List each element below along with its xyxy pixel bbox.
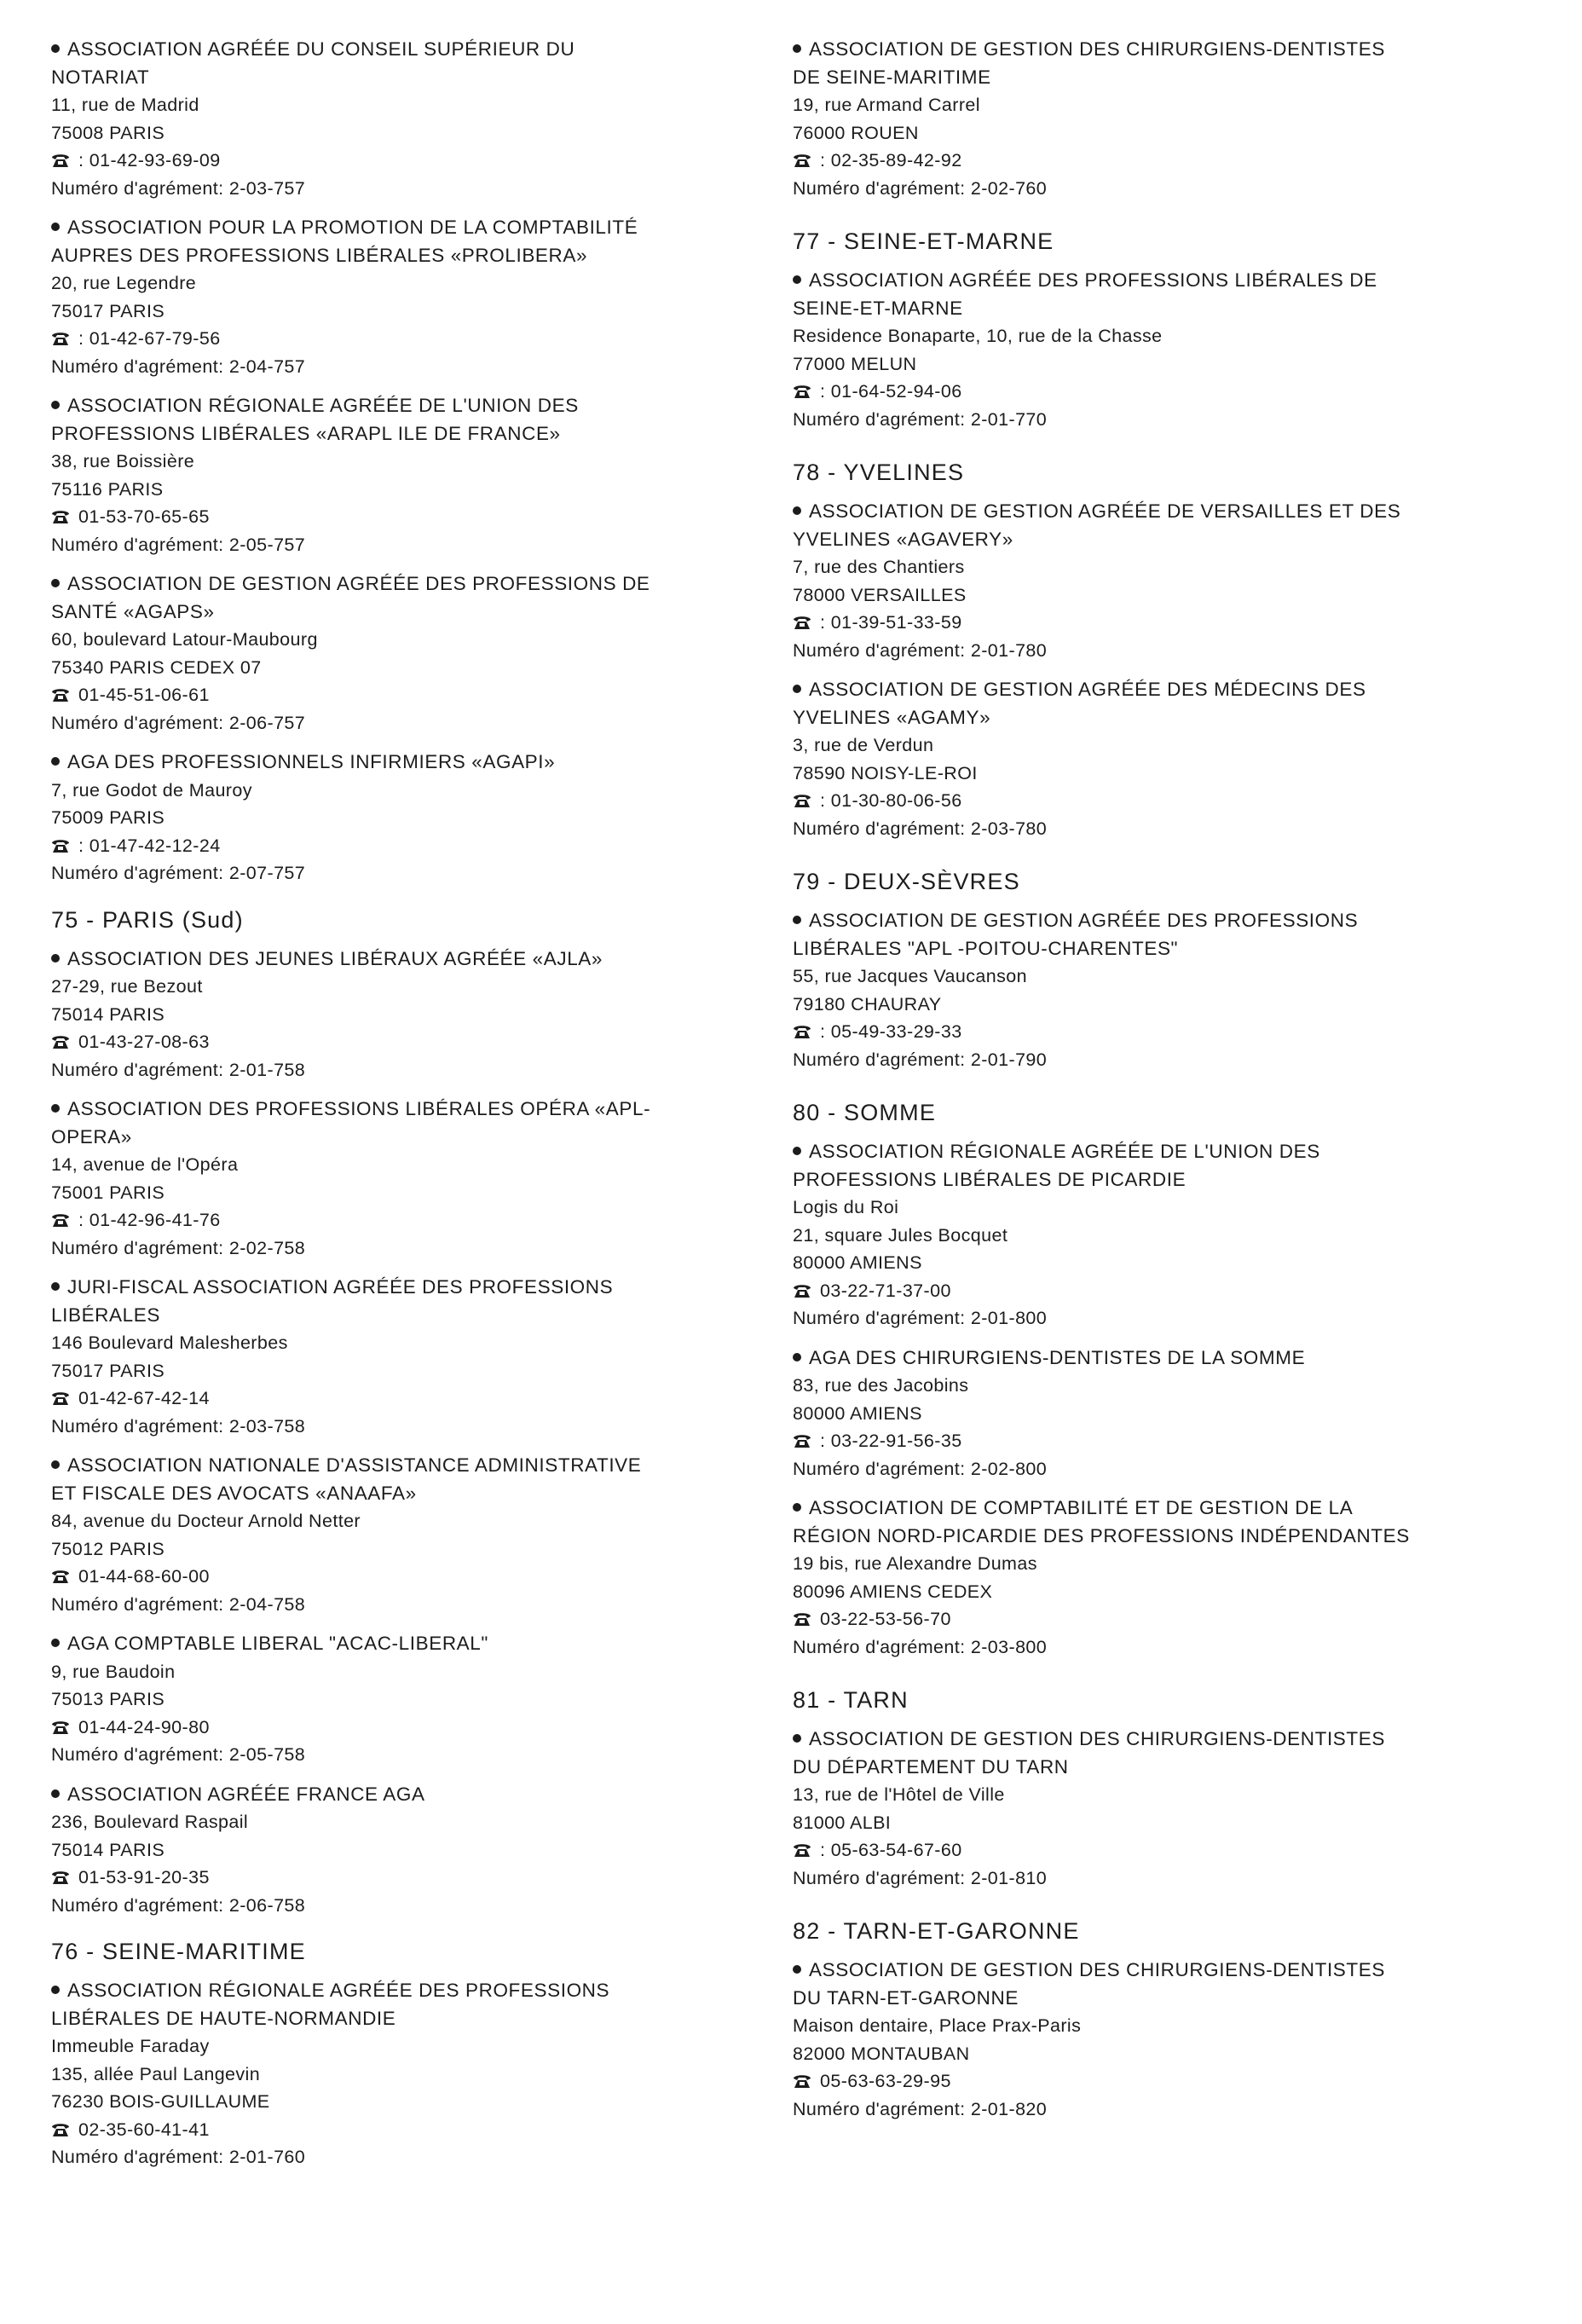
telephone-icon [51,1209,70,1226]
association-name-text: ASSOCIATION NATIONALE D'ASSISTANCE ADMINISTRATIVE [67,1454,642,1476]
association-name-line [51,1630,776,1658]
phone-line [51,1864,776,1892]
association-name-line [51,242,776,270]
address-line: 75116 PARIS [51,478,164,500]
bullet-icon [51,401,60,409]
association-name-line [51,1274,776,1302]
section-heading: 82 - TARN-ET-GARONNE [793,1918,1080,1944]
bullet-icon [793,1353,801,1361]
bullet-icon [51,1104,60,1113]
association-name-line [51,1096,776,1124]
telephone-icon [51,684,70,701]
association-name-line [793,498,1517,526]
bullet-icon [51,954,60,963]
agrement-number: Numéro d'agrément: 2-06-757 [51,712,306,733]
association-name-line [51,1302,776,1330]
telephone-icon [51,1565,70,1582]
telephone-icon [793,789,811,806]
association-name-text: DU TARN-ET-GARONNE [793,1986,1019,2009]
directory-entry [793,267,1517,433]
bullet-icon [793,1503,801,1512]
telephone-icon [51,149,70,166]
association-name-text: LIBÉRALES DE HAUTE-NORMANDIE [51,2007,396,2029]
directory-entry [51,392,776,558]
address-line: 79180 CHAURAY [793,993,942,1015]
address-line: 75017 PARIS [51,300,165,321]
address-line: 75008 PARIS [51,122,165,143]
association-name-text: ASSOCIATION DE GESTION AGRÉÉE DE VERSAILLES ET DES [809,500,1401,522]
association-name-line [793,36,1517,64]
phone-number: 01-42-67-42-14 [78,1388,210,1408]
association-name-line [793,526,1517,554]
address-line: 80096 AMIENS CEDEX [793,1581,993,1602]
address-line: 75001 PARIS [51,1182,165,1203]
phone-number: 03-22-53-56-70 [820,1609,951,1629]
address-line: 75014 PARIS [51,1003,165,1025]
agrement-number: Numéro d'agrément: 2-01-810 [793,1867,1048,1888]
association-name-text: AGA DES PROFESSIONNELS INFIRMIERS «AGAPI» [67,751,556,772]
address-line: 19, rue Armand Carrel [793,95,980,115]
association-name-line [793,267,1517,295]
association-name-text: PROFESSIONS LIBÉRALES «ARAPL ILE DE FRANCE» [51,422,561,444]
phone-line [51,1028,776,1056]
agrement-number: Numéro d'agrément: 2-01-780 [793,639,1048,661]
directory-entry [793,498,1517,664]
directory-entry [793,1957,1517,2123]
association-name-line [793,1726,1517,1754]
section-heading: 79 - DEUX-SÈVRES [793,869,1020,894]
address-line: 77000 MELUN [793,353,917,374]
bullet-icon [51,579,60,587]
association-name-line [793,1344,1517,1373]
phone-line [51,2116,776,2144]
agrement-number: Numéro d'agrément: 2-01-820 [793,2098,1048,2119]
address-line: 146 Boulevard Malesherbes [51,1333,288,1353]
association-name-text: JURI-FISCAL ASSOCIATION AGRÉÉE DES PROFESSIONS [67,1276,614,1298]
agrement-number: Numéro d'agrément: 2-01-770 [793,408,1048,430]
address-line: Maison dentaire, Place Prax-Paris [793,2015,1082,2036]
left-column [51,36,776,2183]
phone-number: 01-45-51-06-61 [78,685,210,705]
association-name-text: ASSOCIATION DE COMPTABILITÉ ET DE GESTION DE LA [809,1497,1354,1518]
phone-line [51,832,776,860]
phone-number: 03-22-71-37-00 [820,1280,951,1301]
phone-number: : 01-42-96-41-76 [78,1210,221,1230]
telephone-icon [51,1866,70,1883]
directory-entry [51,214,776,380]
association-name-text: ASSOCIATION AGRÉÉE DES PROFESSIONS LIBÉRALES DE [809,269,1377,291]
address-line: 135, allée Paul Langevin [51,2063,261,2084]
association-name-line [793,1138,1517,1166]
section-heading: 76 - SEINE-MARITIME [51,1939,306,1964]
directory-entry [793,1344,1517,1483]
address-line: 75014 PARIS [51,1839,165,1860]
phone-line [51,325,776,353]
right-column [793,36,1517,2135]
association-name-text: YVELINES «AGAMY» [793,706,991,728]
telephone-icon [51,835,70,852]
phone-line [793,2067,1517,2096]
phone-number: : 02-35-89-42-92 [820,150,962,171]
section-heading: 77 - SEINE-ET-MARNE [793,228,1054,254]
association-name-line [51,570,776,598]
association-name-text: AGA DES CHIRURGIENS-DENTISTES DE LA SOMME [809,1346,1306,1368]
agrement-number: Numéro d'agrément: 2-05-757 [51,534,306,555]
phone-line [51,681,776,709]
telephone-icon [51,1031,70,1048]
association-name-line [793,1985,1517,2013]
association-name-text: OPERA» [51,1125,132,1148]
phone-line [793,1836,1517,1864]
phone-line [793,378,1517,406]
phone-line [793,609,1517,637]
directory-entry [51,1452,776,1618]
telephone-icon [793,149,811,166]
phone-number: 01-44-24-90-80 [78,1716,210,1737]
agrement-number: Numéro d'agrément: 2-01-758 [51,1059,306,1080]
association-name-line [51,1124,776,1152]
address-line: 60, boulevard Latour-Maubourg [51,629,318,650]
telephone-icon [793,1430,811,1447]
association-name-line [51,392,776,420]
agrement-number: Numéro d'agrément: 2-02-800 [793,1458,1048,1479]
bullet-icon [793,1147,801,1155]
telephone-icon [793,1839,811,1856]
association-name-line [51,1977,776,2005]
directory-entry [51,36,776,202]
phone-number: : 01-30-80-06-56 [820,790,962,811]
address-line: 76230 BOIS-GUILLAUME [51,2091,270,2112]
association-name-text: ASSOCIATION DE GESTION DES CHIRURGIENS-DENTISTES [809,38,1385,60]
association-name-line [793,64,1517,92]
directory-entry [51,570,776,737]
association-name-text: ASSOCIATION RÉGIONALE AGRÉÉE DES PROFESSIONS [67,1980,610,2001]
association-name-line [51,598,776,627]
address-line: 55, rue Jacques Vaucanson [793,966,1027,986]
association-name-text: ASSOCIATION DES PROFESSIONS LIBÉRALES OPÉRA «APL- [67,1098,651,1119]
association-name-line [793,907,1517,935]
address-line: 75012 PARIS [51,1538,165,1559]
telephone-icon [793,1280,811,1297]
directory-entry [51,1096,776,1262]
agrement-number: Numéro d'agrément: 2-03-800 [793,1636,1048,1657]
agrement-number: Numéro d'agrément: 2-04-757 [51,356,306,377]
phone-line [793,787,1517,815]
telephone-icon [793,2070,811,2087]
association-name-text: ASSOCIATION DE GESTION DES CHIRURGIENS-DENTISTES [809,1959,1385,1980]
agrement-number: Numéro d'agrément: 2-01-800 [793,1308,1048,1328]
association-name-text: RÉGION NORD-PICARDIE DES PROFESSIONS INDÉPENDANTES [793,1524,1410,1546]
association-name-text: ASSOCIATION DE GESTION DES CHIRURGIENS-DENTISTES [809,1728,1385,1749]
phone-line [793,1277,1517,1305]
directory-entry [51,1781,776,1920]
address-line: 3, rue de Verdun [793,735,934,755]
phone-number: : 01-42-67-79-56 [78,328,221,349]
association-name-line [51,1480,776,1508]
address-line: 75009 PARIS [51,807,165,828]
address-line: 78000 VERSAILLES [793,584,967,605]
association-name-text: ASSOCIATION POUR LA PROMOTION DE LA COMPTABILITÉ [67,217,638,238]
association-name-text: ASSOCIATION DE GESTION AGRÉÉE DES PROFESSIONS DE [67,573,650,594]
section-heading: 80 - SOMME [793,1100,937,1125]
address-line: 21, square Jules Bocquet [793,1224,1008,1246]
bullet-icon [51,1789,60,1798]
section-heading: 78 - YVELINES [793,460,965,485]
association-name-text: DU DÉPARTEMENT DU TARN [793,1755,1069,1778]
telephone-icon [51,2119,70,2136]
telephone-icon [51,327,70,344]
agrement-number: Numéro d'agrément: 2-05-758 [51,1744,306,1765]
phone-line [51,1385,776,1413]
bullet-icon [793,1965,801,1974]
association-name-line [51,36,776,64]
telephone-icon [793,380,811,397]
association-name-line [51,64,776,92]
directory-entry [51,1977,776,2171]
address-line: 75340 PARIS CEDEX 07 [51,656,262,678]
agrement-number: Numéro d'agrément: 2-04-758 [51,1593,306,1615]
bullet-icon [51,1460,60,1469]
directory-entry [793,907,1517,1073]
association-name-text: ASSOCIATION RÉGIONALE AGRÉÉE DE L'UNION DES [67,395,579,416]
bullet-icon [51,44,60,53]
phone-line [51,1206,776,1234]
section-heading: 75 - PARIS (Sud) [51,906,244,933]
association-name-text: NOTARIAT [51,66,150,88]
directory-entry [793,676,1517,842]
directory-entry [51,1274,776,1440]
address-line: 81000 ALBI [793,1812,892,1833]
bullet-icon [793,916,801,924]
address-line: 76000 ROUEN [793,122,919,143]
association-name-text: ASSOCIATION DES JEUNES LIBÉRAUX AGRÉÉE «AJLA» [67,947,603,969]
association-name-text: LIBÉRALES [51,1304,160,1326]
address-line: 236, Boulevard Raspail [51,1812,249,1832]
address-line: 27-29, rue Bezout [51,976,203,997]
association-name-line [793,704,1517,732]
telephone-icon [793,1608,811,1625]
association-name-text: LIBÉRALES "APL -POITOU-CHARENTES" [793,937,1179,959]
association-name-text: SANTÉ «AGAPS» [51,600,215,622]
section-heading: 81 - TARN [793,1687,909,1713]
association-name-line [793,1523,1517,1551]
address-line: 7, rue des Chantiers [793,557,965,577]
phone-number: 05-63-63-29-95 [820,2071,951,2091]
association-name-line [51,2005,776,2033]
phone-line [793,147,1517,175]
association-name-text: ASSOCIATION DE GESTION AGRÉÉE DES MÉDECINS DES [809,679,1366,700]
agrement-number: Numéro d'agrément: 2-03-780 [793,818,1048,839]
directory-entry [51,1630,776,1769]
association-name-text: ASSOCIATION AGRÉÉE FRANCE AGA [67,1783,425,1805]
directory-entry [793,1494,1517,1661]
address-line: 13, rue de l'Hôtel de Ville [793,1784,1005,1805]
phone-number: 01-53-91-20-35 [78,1867,210,1888]
association-name-line [793,676,1517,704]
bullet-icon [51,1986,60,1994]
association-name-text: ASSOCIATION RÉGIONALE AGRÉÉE DE L'UNION DES [809,1141,1320,1162]
address-line: Logis du Roi [793,1197,899,1217]
bullet-icon [51,1282,60,1291]
association-name-text: ASSOCIATION DE GESTION AGRÉÉE DES PROFESSIONS [809,910,1359,931]
phone-number: : 05-63-54-67-60 [820,1840,962,1860]
directory-entry [793,36,1517,202]
address-line: 78590 NOISY-LE-ROI [793,762,978,783]
association-name-text: YVELINES «AGAVERY» [793,528,1013,550]
bullet-icon [793,685,801,693]
bullet-icon [51,1639,60,1647]
address-line: 19 bis, rue Alexandre Dumas [793,1553,1037,1574]
association-name-line [51,420,776,448]
address-line: Residence Bonaparte, 10, rue de la Chasse [793,326,1163,346]
phone-line [51,147,776,175]
bullet-icon [793,1734,801,1743]
phone-line [51,1563,776,1591]
agrement-number: Numéro d'agrément: 2-06-758 [51,1894,306,1916]
address-line: 80000 AMIENS [793,1402,922,1424]
address-line: 14, avenue de l'Opéra [51,1154,239,1175]
agrement-number: Numéro d'agrément: 2-01-760 [51,2147,306,2167]
association-name-text: AUPRES DES PROFESSIONS LIBÉRALES «PROLIBERA» [51,244,588,266]
association-name-line [793,1754,1517,1782]
association-name-line [793,295,1517,323]
phone-number: : 03-22-91-56-35 [820,1431,962,1451]
telephone-icon [793,1020,811,1038]
association-name-text: DE SEINE-MARITIME [793,66,991,88]
phone-line [793,1427,1517,1455]
agrement-number: Numéro d'agrément: 2-02-758 [51,1237,306,1258]
address-line: 7, rue Godot de Mauroy [51,779,252,801]
phone-number: 01-53-70-65-65 [78,506,210,527]
phone-number: : 01-42-93-69-09 [78,150,221,171]
directory-entry [793,1726,1517,1892]
association-name-text: ASSOCIATION AGRÉÉE DU CONSEIL SUPÉRIEUR DU [67,38,575,60]
address-line: 82000 MONTAUBAN [793,2043,970,2064]
address-line: 75013 PARIS [51,1689,165,1709]
telephone-icon [793,611,811,628]
phone-line [793,1018,1517,1046]
agrement-number: Numéro d'agrément: 2-03-758 [51,1415,306,1437]
address-line: 9, rue Baudoin [51,1661,176,1682]
phone-line [51,503,776,531]
association-name-line [793,935,1517,963]
directory-entry [51,945,776,1084]
association-name-line [51,214,776,242]
agrement-number: Numéro d'agrément: 2-03-757 [51,177,306,199]
bullet-icon [51,757,60,766]
phone-number: : 01-47-42-12-24 [78,835,221,856]
association-name-text: SEINE-ET-MARNE [793,297,963,319]
bullet-icon [51,223,60,231]
address-line: 11, rue de Madrid [51,95,199,115]
association-name-line [793,1957,1517,1985]
phone-line [793,1605,1517,1633]
bullet-icon [793,275,801,284]
directory-entry [51,749,776,887]
phone-line [51,1714,776,1742]
address-line: 20, rue Legendre [51,273,197,293]
telephone-icon [51,506,70,523]
address-line: 38, rue Boissière [51,451,195,471]
association-name-line [51,1781,776,1809]
association-name-line [793,1166,1517,1194]
address-line: 84, avenue du Docteur Arnold Netter [51,1511,361,1531]
association-name-text: AGA COMPTABLE LIBERAL "ACAC-LIBERAL" [67,1633,488,1654]
association-name-line [51,945,776,974]
bullet-icon [793,44,801,53]
phone-number: 02-35-60-41-41 [78,2119,210,2140]
phone-number: : 01-39-51-33-59 [820,612,962,633]
address-line: 80000 AMIENS [793,1252,922,1273]
telephone-icon [51,1387,70,1404]
telephone-icon [51,1716,70,1733]
phone-number: 01-43-27-08-63 [78,1032,210,1052]
directory-entry [793,1138,1517,1333]
association-name-text: ET FISCALE DES AVOCATS «ANAAFA» [51,1482,417,1504]
agrement-number: Numéro d'agrément: 2-01-790 [793,1049,1048,1070]
association-name-text: PROFESSIONS LIBÉRALES DE PICARDIE [793,1168,1186,1190]
address-line: 83, rue des Jacobins [793,1375,969,1396]
agrement-number: Numéro d'agrément: 2-02-760 [793,177,1048,199]
address-line: 75017 PARIS [51,1360,165,1381]
association-name-line [793,1494,1517,1523]
phone-number: 01-44-68-60-00 [78,1566,210,1587]
agrement-number: Numéro d'agrément: 2-07-757 [51,863,306,883]
phone-number: : 01-64-52-94-06 [820,381,962,402]
phone-number: : 05-49-33-29-33 [820,1021,962,1042]
association-name-line [51,749,776,777]
association-name-line [51,1452,776,1480]
address-line: Immeuble Faraday [51,2036,210,2056]
bullet-icon [793,506,801,515]
